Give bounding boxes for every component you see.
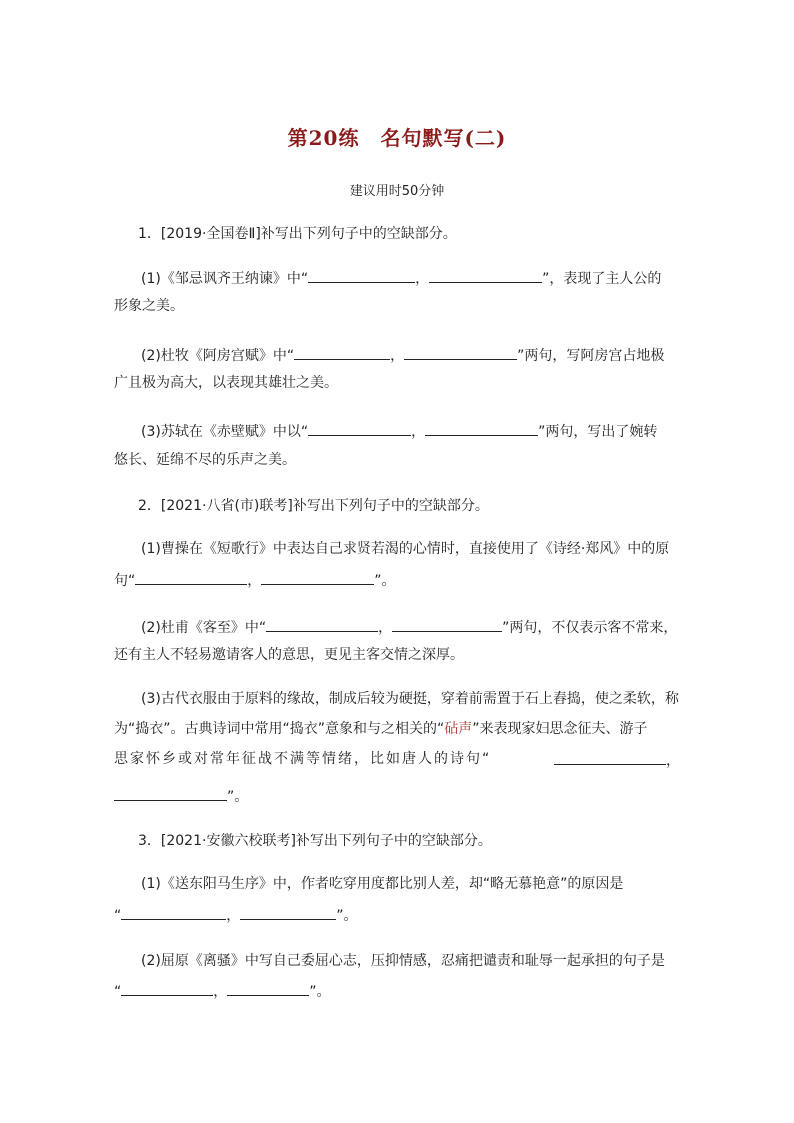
q2-item-3-line-3 (114, 750, 680, 770)
separator: ， (390, 348, 405, 364)
q3-item-1-cont (114, 905, 358, 925)
q1-item-3-post: ”两句，写出了婉转 (538, 424, 658, 440)
answer-blank[interactable] (121, 905, 226, 920)
q3-item-1-line: (1)《送东阳马生序》中，作者吃穿用度都比别人差，却“略无慕艳意”的原因是 (141, 876, 624, 892)
q2-item-1-line: (1)曹操在《短歌行》中表达自己求贤若渴的心情时，直接使用了《诗经·郑风》中的原 (141, 541, 670, 557)
q2-item-1-post: ”。 (374, 573, 396, 589)
question-3-header: 3．[2021·安徽六校联考]补写出下列句子中的空缺部分。 (138, 833, 492, 849)
answer-blank[interactable] (308, 421, 411, 436)
separator: ， (247, 573, 262, 589)
separator: ， (378, 620, 393, 636)
q1-item-1-line (141, 268, 661, 288)
q3-item-1-cont-pre: “ (114, 908, 122, 924)
q2-item-1-cont (114, 570, 396, 590)
answer-blank[interactable] (429, 268, 542, 283)
highlight-term: 砧声 (444, 721, 473, 737)
suggested-time: 建议用时50分钟 (349, 184, 445, 199)
question-1-header: 1．[2019·全国卷Ⅱ]补写出下列句子中的空缺部分。 (138, 226, 457, 242)
q2-item-2-post: ”两句，不仅表示客不常来， (502, 620, 678, 636)
q2-item-2-cont: 还有主人不轻易邀请客人的意思，更见主客交情之深厚。 (114, 647, 464, 663)
q2-item-3-line-3-text: 思家怀乡或对常年征战不满等情绪，比如唐人的诗句“ (114, 751, 492, 767)
page-title: 第20练 名句默写(二) (287, 126, 507, 150)
answer-blank[interactable] (308, 268, 415, 283)
answer-blank[interactable] (114, 786, 227, 801)
q2-item-3-line-4 (114, 786, 248, 806)
separator: ， (213, 984, 228, 1000)
q1-item-2-line (141, 345, 664, 365)
q1-item-3-pre: (3)苏轼在《赤壁赋》中以“ (141, 424, 309, 440)
q1-item-1-cont: 形象之美。 (114, 298, 184, 314)
q3-item-2-post: ”。 (309, 984, 331, 1000)
q2-item-3-line-2-text: 为“捣衣”。古典诗词中常用“捣衣”意象和与之相关的“ (114, 721, 445, 737)
q1-item-1-pre: (1)《邹忌讽齐王纳谏》中“ (141, 271, 309, 287)
q1-item-1-post: ”，表现了主人公的 (542, 271, 662, 287)
q2-item-1-cont-pre: 句“ (114, 573, 136, 589)
q1-item-2-post: ”两句，写阿房宫占地极 (517, 348, 665, 364)
q1-item-2-cont: 广且极为高大，以表现其雄壮之美。 (114, 375, 338, 391)
q2-item-2-line (141, 617, 677, 637)
answer-blank[interactable] (294, 345, 390, 360)
separator: ， (666, 753, 680, 769)
q1-item-3-line (141, 421, 657, 441)
q3-item-2-line: (2)屈原《离骚》中写自己委屈心志，压抑情感，忍痛把谴责和耻辱一起承担的句子是 (141, 953, 665, 969)
separator: ， (226, 908, 241, 924)
q2-item-3-line-2 (114, 720, 648, 738)
q2-item-2-pre: (2)杜甫《客至》中“ (141, 620, 267, 636)
q2-item-3-post: ”。 (227, 789, 249, 805)
separator: ， (415, 271, 430, 287)
q2-item-3-line-2-post: ”来表现家妇思念征夫、游子 (472, 721, 648, 737)
answer-blank[interactable] (392, 617, 502, 632)
q3-item-1-post: ”。 (336, 908, 358, 924)
answer-blank[interactable] (404, 345, 517, 360)
answer-blank[interactable] (554, 750, 666, 765)
q3-item-2-cont (114, 981, 331, 1001)
q1-item-2-pre: (2)杜牧《阿房宫赋》中“ (141, 348, 295, 364)
separator: ， (411, 424, 426, 440)
answer-blank[interactable] (227, 981, 309, 996)
q2-item-3-line-1: (3)古代衣服由于原料的缘故，制成后较为硬挺，穿着前需置于石上舂捣，使之柔软，称 (141, 691, 679, 707)
answer-blank[interactable] (135, 570, 247, 585)
answer-blank[interactable] (261, 570, 374, 585)
q3-item-2-cont-pre: “ (114, 984, 122, 1000)
answer-blank[interactable] (266, 617, 378, 632)
q1-item-3-cont: 悠长、延绵不尽的乐声之美。 (114, 452, 296, 468)
answer-blank[interactable] (240, 905, 336, 920)
answer-blank[interactable] (121, 981, 213, 996)
question-2-header: 2．[2021·八省(市)联考]补写出下列句子中的空缺部分。 (138, 498, 489, 514)
answer-blank[interactable] (425, 421, 538, 436)
